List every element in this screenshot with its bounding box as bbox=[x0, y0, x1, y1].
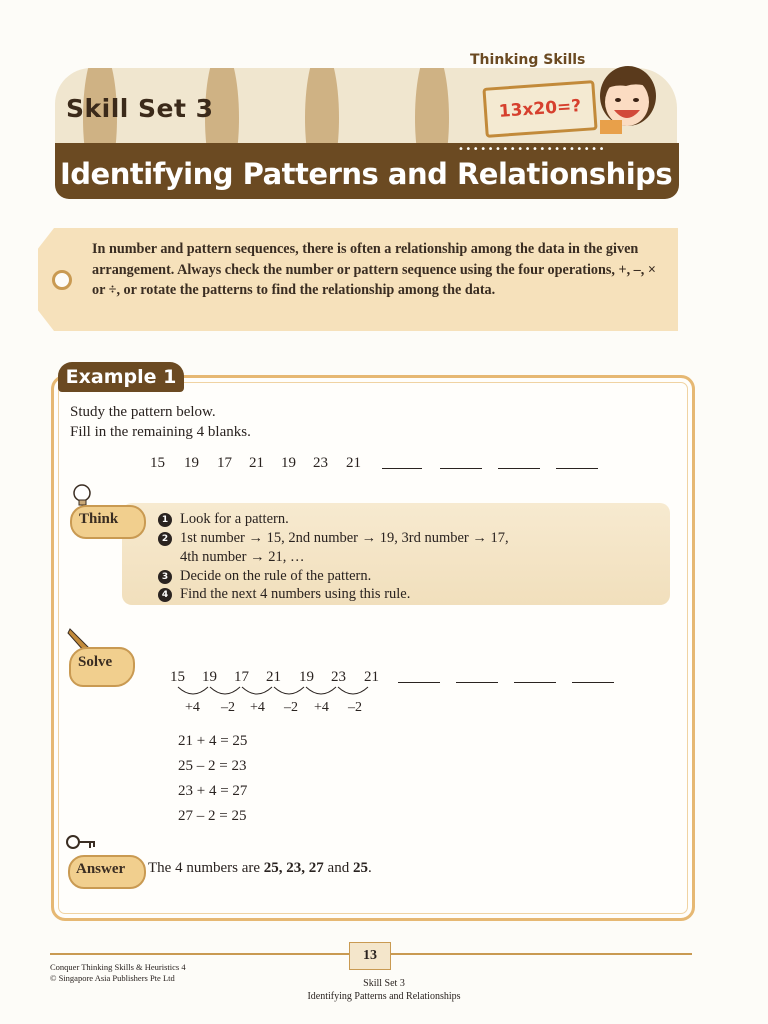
page-title: Identifying Patterns and Relationships bbox=[60, 157, 673, 191]
answer-blank bbox=[498, 468, 540, 469]
calculation-line: 21 + 4 = 25 bbox=[178, 733, 248, 749]
intro-text: In number and pattern sequences, there is often a relationship among the data in the given arrangement. Always check the number or pattern sequence using the four operations, +, –, × or ÷, or rotate the patterns to find the relationship among the data. bbox=[92, 241, 656, 298]
sequence-number: 21 bbox=[346, 455, 361, 471]
sequence-number: 23 bbox=[331, 669, 346, 685]
answer-numbers: 25, 23, 27 bbox=[263, 860, 324, 876]
section-kicker: Thinking Skills bbox=[470, 52, 586, 68]
difference-label: –2 bbox=[348, 700, 362, 715]
question-sequence bbox=[150, 455, 610, 475]
answer-blank bbox=[572, 682, 614, 683]
tag-ring-icon bbox=[52, 270, 72, 290]
step-bullet: 3 bbox=[158, 570, 172, 584]
sequence-number: 15 bbox=[150, 455, 165, 471]
think-step: 3 Decide on the rule of the pattern. bbox=[158, 568, 371, 585]
difference-label: +4 bbox=[250, 700, 265, 715]
sequence-number: 21 bbox=[266, 669, 281, 685]
difference-arcs bbox=[176, 685, 376, 701]
answer-blank bbox=[514, 682, 556, 683]
key-icon bbox=[64, 828, 98, 856]
answer-blank bbox=[556, 468, 598, 469]
sequence-number: 17 bbox=[234, 669, 249, 685]
calculation-line: 25 – 2 = 23 bbox=[178, 758, 247, 774]
step-bullet: 2 bbox=[158, 532, 172, 546]
sequence-number: 17 bbox=[217, 455, 232, 471]
think-step: 1 Look for a pattern. bbox=[158, 511, 289, 528]
difference-label: +4 bbox=[314, 700, 329, 715]
think-step: 4 Find the next 4 numbers using this rule. bbox=[158, 586, 410, 603]
answer-label: Answer bbox=[76, 861, 126, 877]
footer-chapter: Identifying Patterns and Relationships bbox=[307, 991, 461, 1002]
sequence-number: 21 bbox=[249, 455, 264, 471]
kid-mascot-icon bbox=[594, 60, 660, 134]
sequence-number: 15 bbox=[170, 669, 185, 685]
skill-set-label: Skill Set 3 bbox=[66, 94, 214, 123]
sequence-number: 19 bbox=[281, 455, 296, 471]
sequence-number: 21 bbox=[364, 669, 379, 685]
difference-label: –2 bbox=[221, 700, 235, 715]
calculation-line: 27 – 2 = 25 bbox=[178, 808, 247, 824]
sequence-number: 19 bbox=[184, 455, 199, 471]
example-label: Example 1 bbox=[58, 362, 184, 392]
footer-skill-set: Skill Set 3 bbox=[363, 978, 405, 989]
solve-label: Solve bbox=[78, 654, 113, 670]
step-bullet: 4 bbox=[158, 588, 172, 602]
calc-sign: 13x20=? bbox=[482, 80, 597, 138]
sequence-number: 19 bbox=[299, 669, 314, 685]
difference-label: +4 bbox=[185, 700, 200, 715]
calculation-line: 23 + 4 = 27 bbox=[178, 783, 248, 799]
answer-last-number: 25 bbox=[352, 860, 368, 876]
answer-blank bbox=[382, 468, 422, 469]
solve-sequence bbox=[170, 669, 630, 719]
book-title: Conquer Thinking Skills & Heuristics 4 bbox=[50, 962, 186, 972]
think-step-continued: 4th number → 21, … bbox=[180, 549, 305, 565]
answer-blank bbox=[398, 682, 440, 683]
instruction-line: Study the pattern below. bbox=[70, 404, 216, 420]
publisher: © Singapore Asia Publishers Pte Ltd bbox=[50, 973, 175, 983]
answer-text: The 4 numbers are 25, 23, 27 and 25. bbox=[148, 860, 372, 876]
answer-blank bbox=[440, 468, 482, 469]
sequence-number: 19 bbox=[202, 669, 217, 685]
step-bullet: 1 bbox=[158, 513, 172, 527]
think-step: 2 1st number → 15, 2nd number → 19, 3rd number → 17, bbox=[158, 530, 509, 547]
page-number: 13 bbox=[349, 942, 391, 970]
instruction-line: Fill in the remaining 4 blanks. bbox=[70, 424, 251, 440]
answer-blank bbox=[456, 682, 498, 683]
title-dots: •••••••••••••••••••• bbox=[458, 144, 606, 155]
difference-label: –2 bbox=[284, 700, 298, 715]
sequence-number: 23 bbox=[313, 455, 328, 471]
think-label: Think bbox=[79, 511, 119, 527]
